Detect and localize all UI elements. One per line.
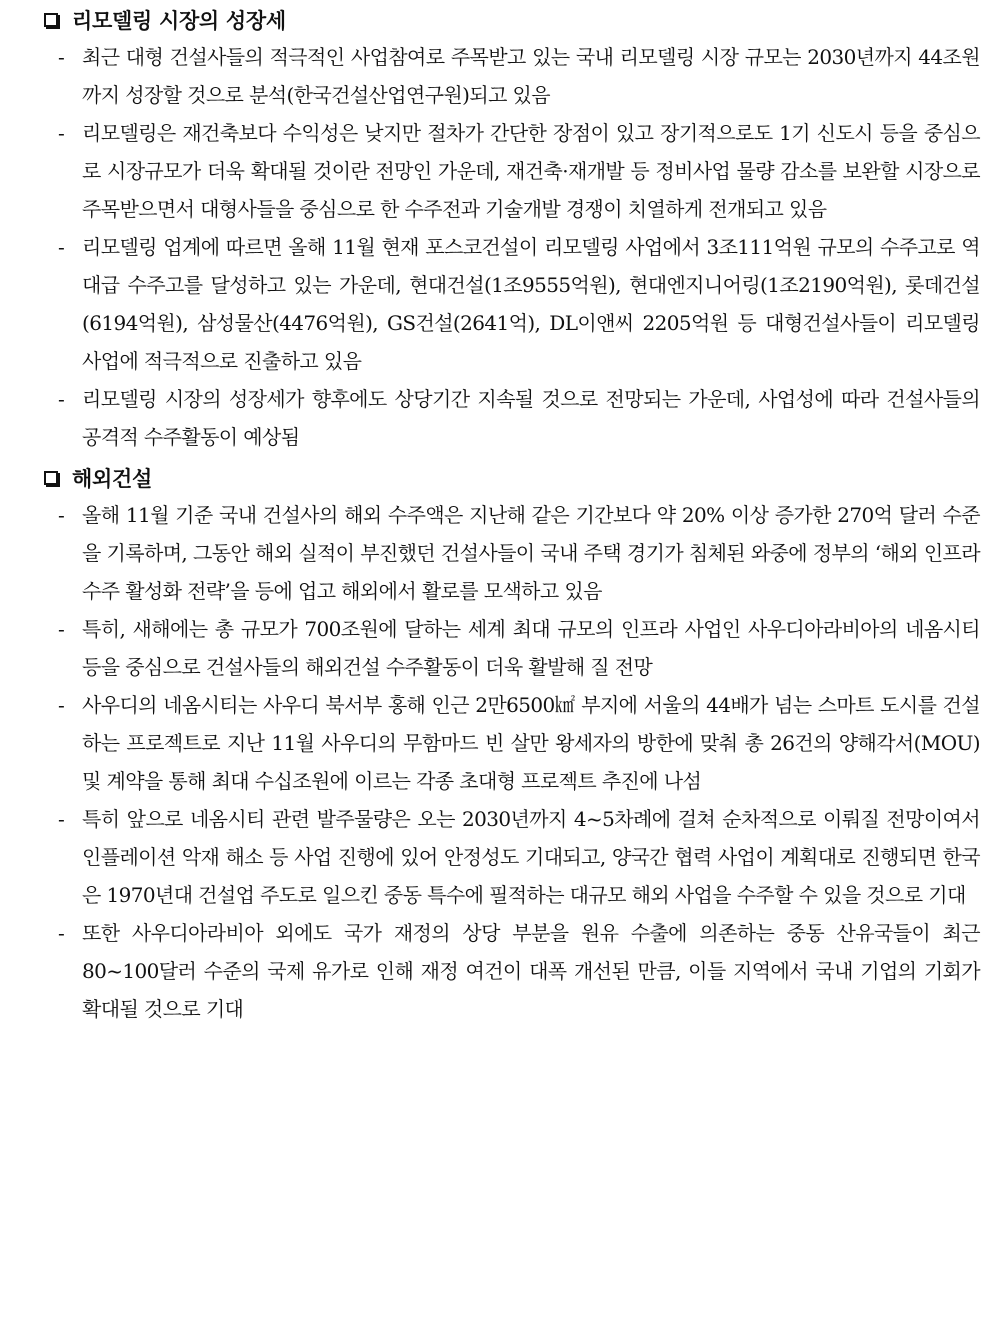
section-heading-text: 리모델링 시장의 성장세 <box>72 9 286 33</box>
section-remodeling-market <box>44 2 980 456</box>
dash-icon: - <box>58 45 65 69</box>
dash-icon: - <box>58 235 65 259</box>
bullet-text: 또한 사우디아라비아 외에도 국가 재정의 상당 부분을 원유 수출에 의존하는 중동 산유국들이 최근 80~100달러 수준의 국제 유가로 인해 재정 여건이 대폭 개선된 만큼, 이들 지역에서 국내 기업의 기회가 확대될 것으로 기대 <box>82 921 980 1021</box>
bullet-list <box>44 496 980 1028</box>
bullet-text: 특히 앞으로 네옴시티 관련 발주물량은 오는 2030년까지 4~5차례에 걸쳐 순차적으로 이뤄질 전망이여서 인플레이션 악재 해소 등 사업 진행에 있어 안정성도 기대되고, 양국간 협력 사업이 계획대로 진행되면 한국은 1970년대 건설업 주도로 일으킨 중동 특수에 필적하는 대규모 해외 사업을 수주할 수 있을 것으로 기대 <box>82 807 980 907</box>
section-heading <box>44 460 980 496</box>
bullet-item <box>44 914 980 1028</box>
section-heading <box>44 2 980 38</box>
bullet-text: 올해 11월 기준 국내 건설사의 해외 수주액은 지난해 같은 기간보다 약 20% 이상 증가한 270억 달러 수준을 기록하며, 그동안 해외 실적이 부진했던 건설사들이 국내 주택 경기가 침체된 와중에 정부의 ‘해외 인프라 수주 활성화 전략’을 등에 업고 해외에서 활로를 모색하고 있음 <box>82 503 980 603</box>
dash-icon: - <box>58 807 65 831</box>
dash-icon: - <box>58 921 65 945</box>
checkbox-square-icon <box>44 13 58 27</box>
bullet-text: 최근 대형 건설사들의 적극적인 사업참여로 주목받고 있는 국내 리모델링 시장 규모는 2030년까지 44조원까지 성장할 것으로 분석(한국건설산업연구원)되고 있음 <box>82 45 980 107</box>
dash-icon: - <box>58 693 65 717</box>
section-overseas-construction <box>44 460 980 1028</box>
dash-icon: - <box>58 503 65 527</box>
bullet-item <box>44 610 980 686</box>
bullet-item <box>44 380 980 456</box>
bullet-text: 사우디의 네옴시티는 사우디 북서부 홍해 인근 2만6500㎢ 부지에 서울의 44배가 넘는 스마트 도시를 건설하는 프로젝트로 지난 11월 사우디의 무함마드 빈 살만 왕세자의 방한에 맞춰 총 26건의 양해각서(MOU) 및 계약을 통해 최대 수십조원에 이르는 각종 초대형 프로젝트 추진에 나섬 <box>82 693 980 793</box>
bullet-text: 리모델링 업계에 따르면 올해 11월 현재 포스코건설이 리모델링 사업에서 3조111억원 규모의 수주고로 역대급 수주고를 달성하고 있는 가운데, 현대건설(1조9555억원), 현대엔지니어링(1조2190억원), 롯데건설(6194억원), 삼성물산(4476억원), GS건설(2641억), DL이앤씨 2205억원 등 대형건설사들이 리모델링 사업에 적극적으로 진출하고 있음 <box>82 235 980 373</box>
bullet-text: 특히, 새해에는 총 규모가 700조원에 달하는 세계 최대 규모의 인프라 사업인 사우디아라비아의 네옴시티 등을 중심으로 건설사들의 해외건설 수주활동이 더욱 활발해 질 전망 <box>82 617 980 679</box>
dash-icon: - <box>58 617 65 641</box>
bullet-item <box>44 800 980 914</box>
bullet-text: 리모델링은 재건축보다 수익성은 낮지만 절차가 간단한 장점이 있고 장기적으로도 1기 신도시 등을 중심으로 시장규모가 더욱 확대될 것이란 전망인 가운데, 재건축·재개발 등 정비사업 물량 감소를 보완할 시장으로 주목받으면서 대형사들을 중심으로 한 수주전과 기술개발 경쟁이 치열하게 전개되고 있음 <box>82 121 980 221</box>
section-heading-text: 해외건설 <box>72 467 152 491</box>
bullet-list <box>44 38 980 456</box>
bullet-text: 리모델링 시장의 성장세가 향후에도 상당기간 지속될 것으로 전망되는 가운데, 사업성에 따라 건설사들의 공격적 수주활동이 예상됨 <box>82 387 980 449</box>
dash-icon: - <box>58 121 65 145</box>
dash-icon: - <box>58 387 65 411</box>
bullet-item <box>44 114 980 228</box>
bullet-item <box>44 38 980 114</box>
bullet-item <box>44 496 980 610</box>
bullet-item <box>44 686 980 800</box>
checkbox-square-icon <box>44 471 58 485</box>
bullet-item <box>44 228 980 380</box>
